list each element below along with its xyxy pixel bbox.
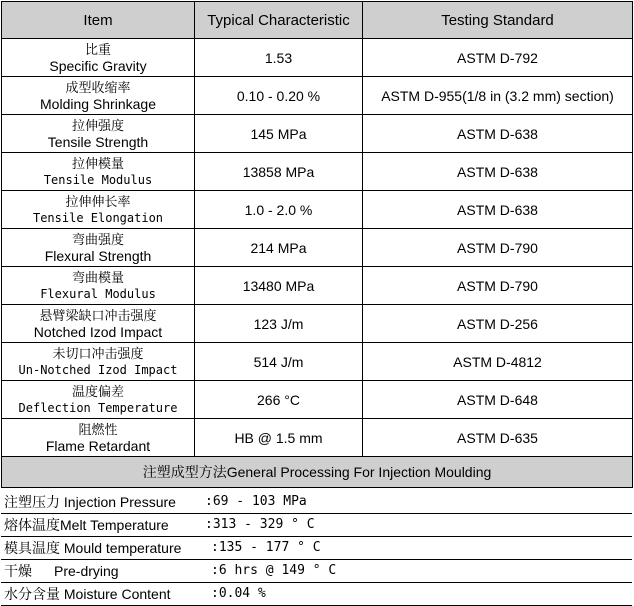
standard-cell: ASTM D-790 [363,229,633,267]
item-name-cn: 悬臂梁缺口冲击强度 [39,307,157,323]
item-cell [2,305,195,343]
condition-label-cn: 模具温度 [4,540,60,556]
item-name-en: Flexural Strength [44,247,152,264]
item-name-cn: 阻燃性 [78,421,118,437]
table-row [2,229,633,267]
properties-table [1,1,633,488]
standard-cell: ASTM D-256 [363,305,633,343]
table-row [2,39,633,77]
value-cell: 13858 MPa [195,153,363,191]
item-name-cn: 拉伸模量 [71,155,124,171]
table-header-row [2,2,633,39]
item-name-cn: 成型收缩率 [65,79,131,95]
item-name-en: Specific Gravity [49,57,147,74]
list-item [1,560,632,583]
standard-cell: ASTM D-638 [363,115,633,153]
condition-value: :0.04 % [211,586,266,601]
item-cell [2,39,195,77]
condition-label-cn: 水分含量 [4,586,60,602]
condition-label-cn: 熔体温度 [4,517,60,533]
standard-cell: ASTM D-648 [363,381,633,419]
condition-label-en: Moisture Content [63,586,171,602]
condition-label-cn: 注塑压力 [4,494,60,510]
item-cell [2,419,195,457]
condition-label-en: Melt Temperature [60,517,169,533]
processing-conditions [1,491,632,606]
table-row [2,115,633,153]
item-name-cn: 比重 [84,41,111,57]
condition-value: :69 - 103 MPa [205,494,307,509]
condition-label-en: Mould temperature [63,540,182,556]
condition-value: :6 hrs @ 149 ° C [211,563,337,578]
condition-label-cn: 干燥 [4,563,32,579]
table-row [2,305,633,343]
table-row [2,77,633,115]
table-row [2,419,633,457]
header-item: Item [2,2,195,39]
item-cell [2,115,195,153]
value-cell: 214 MPa [195,229,363,267]
standard-cell: ASTM D-790 [363,267,633,305]
item-cell [2,343,195,381]
value-cell: HB @ 1.5 mm [195,419,363,457]
list-item [1,537,632,560]
list-item [1,514,632,537]
condition-label-en: Injection Pressure [63,494,176,510]
item-cell [2,77,195,115]
item-name-en: Un-Notched Izod Impact [18,362,178,377]
value-cell: 514 J/m [195,343,363,381]
item-cell [2,381,195,419]
item-cell [2,267,195,305]
item-name-en: Flexural Modulus [40,286,156,301]
item-name-en: Flame Retardant [45,437,151,454]
value-cell: 266 °C [195,381,363,419]
item-cell [2,153,195,191]
item-name-en: Deflection Temperature [18,400,178,415]
standard-cell: ASTM D-638 [363,153,633,191]
value-cell: 123 J/m [195,305,363,343]
item-name-en: Tensile Modulus [43,172,153,187]
item-name-cn: 弯曲模量 [71,269,124,285]
item-name-en: Tensile Elongation [32,210,164,225]
value-cell: 1.53 [195,39,363,77]
table-row [2,343,633,381]
property-sheet [1,1,632,488]
standard-cell: ASTM D-792 [363,39,633,77]
value-cell: 145 MPa [195,115,363,153]
value-cell: 13480 MPa [195,267,363,305]
standard-cell: ASTM D-4812 [363,343,633,381]
item-name-cn: 拉伸伸长率 [65,193,131,209]
condition-value: :135 - 177 ° C [211,540,321,555]
processing-section-title: 注塑成型方法General Processing For Injection Moulding [2,457,633,488]
section-title-row [2,457,633,488]
item-name-cn: 未切口冲击强度 [52,345,144,361]
item-name-en: Notched Izod Impact [33,323,163,340]
table-row [2,267,633,305]
item-name-cn: 温度偏差 [71,383,124,399]
standard-cell: ASTM D-955(1/8 in (3.2 mm) section) [363,77,633,115]
standard-cell: ASTM D-638 [363,191,633,229]
header-testing-standard: Testing Standard [363,2,633,39]
condition-value: :313 - 329 ° C [205,517,315,532]
item-cell [2,229,195,267]
value-cell: 1.0 - 2.0 % [195,191,363,229]
item-name-en: Molding Shrinkage [40,95,156,112]
table-row [2,381,633,419]
value-cell: 0.10 - 0.20 % [195,77,363,115]
standard-cell: ASTM D-635 [363,419,633,457]
item-name-en: Tensile Strength [47,133,149,150]
list-item [1,491,632,514]
item-name-cn: 拉伸强度 [71,117,124,133]
condition-label-en: Pre-drying [54,563,119,579]
header-typical-characteristic: Typical Characteristic [195,2,363,39]
table-row [2,191,633,229]
table-row [2,153,633,191]
item-cell [2,191,195,229]
item-name-cn: 弯曲强度 [71,231,124,247]
